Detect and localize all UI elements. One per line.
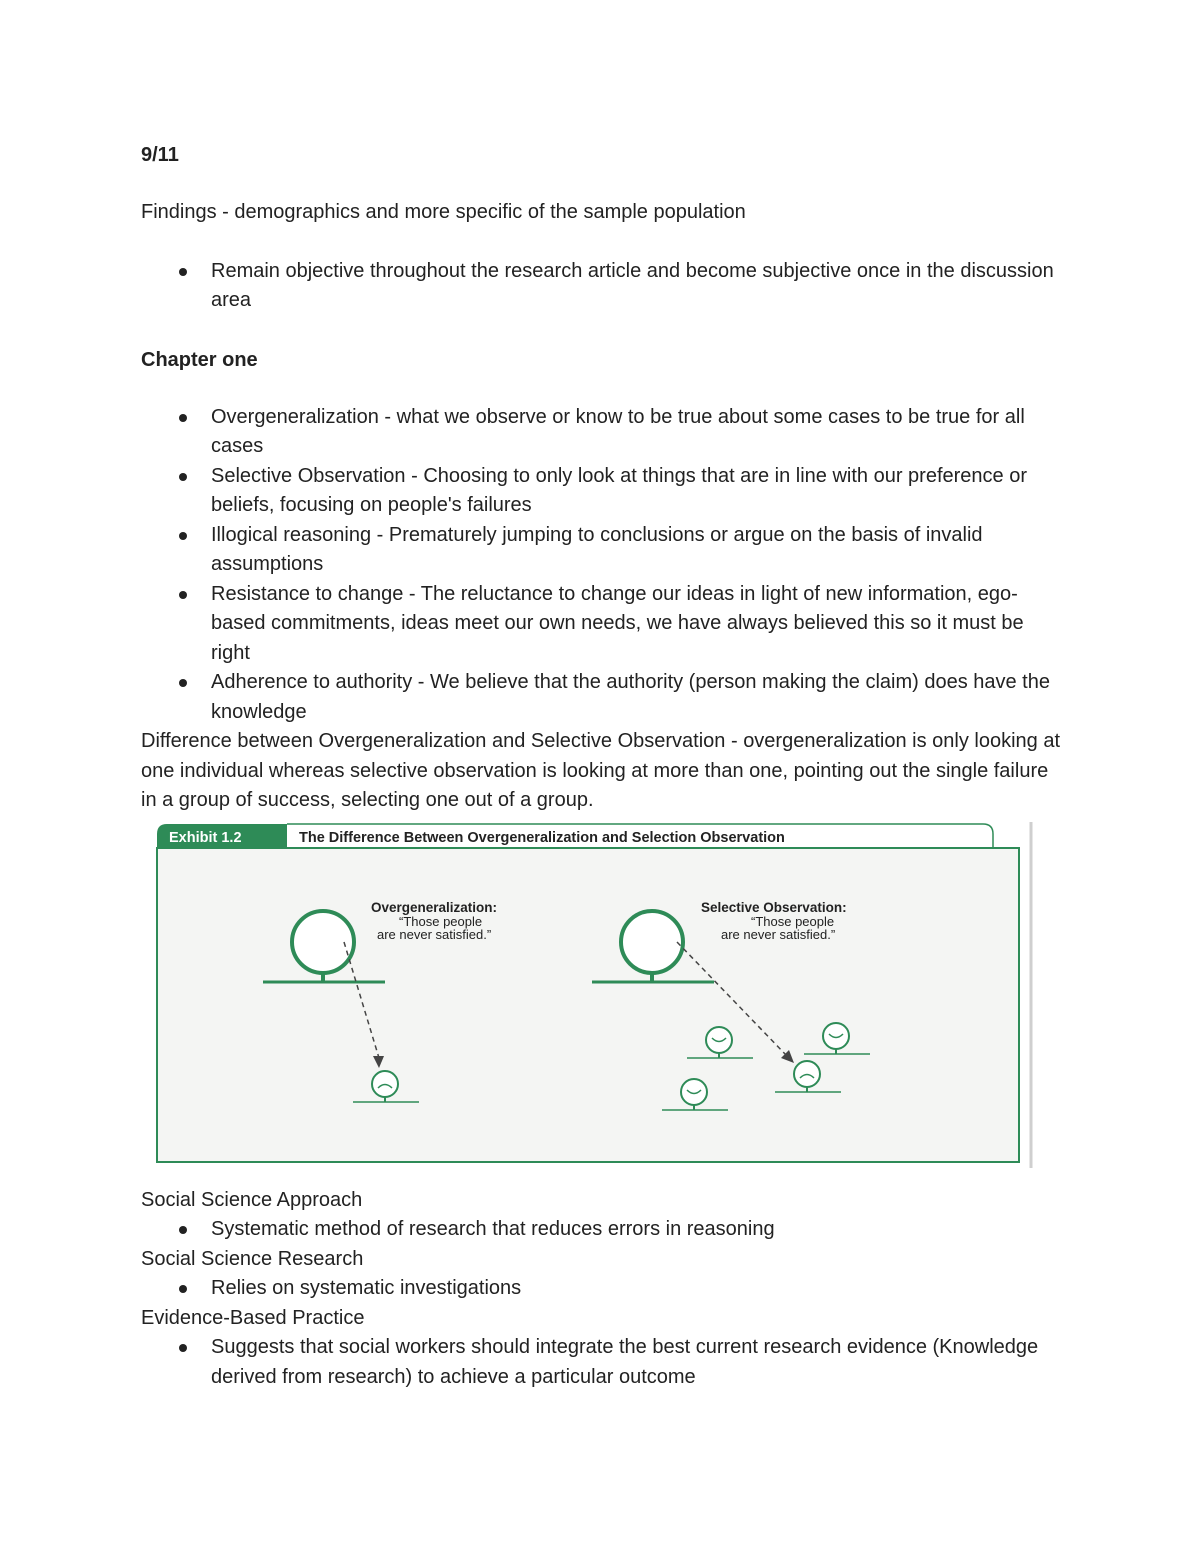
- difference-text: Difference between Overgeneralization and Selective Observation - overgeneralization is only looking at one individual whereas selective observation is looking at more than one, pointing out the single failure in a group of success, selecting one out of a group.: [141, 730, 1061, 811]
- section-social-science-research: [141, 1245, 1061, 1304]
- list-item: [141, 1274, 1061, 1304]
- right-quote-line-1: “Those people: [751, 913, 835, 929]
- bullet-icon: [179, 532, 187, 540]
- exhibit-tab-label: Exhibit 1.2: [169, 829, 242, 846]
- list-item-text: Selective Observation - Choosing to only look at things that are in line with our preference or beliefs, focusing on people's failures: [211, 464, 1027, 516]
- right-caption: Selective Observation:: [701, 899, 847, 915]
- bullet-icon: [179, 591, 187, 599]
- exhibit-title: The Difference Between Overgeneralization and Selection Observation: [299, 829, 785, 846]
- section-evidence-based-practice: [141, 1304, 1061, 1393]
- exhibit-figure: [141, 822, 1041, 1174]
- section-list: [141, 1215, 1061, 1245]
- list-item-text: Suggests that social workers should integrate the best current research evidence (Knowledge derived from research) to achieve a particular outcome: [211, 1336, 1039, 1388]
- exhibit-diagram: [141, 822, 1041, 1174]
- section-list: [141, 1333, 1061, 1392]
- bullet-icon: [179, 473, 187, 481]
- list-item-text: Systematic method of research that reduces errors in reasoning: [211, 1218, 775, 1240]
- left-quote-line-2: are never satisfied.”: [377, 926, 492, 942]
- list-item-text: Overgeneralization - what we observe or know to be true about some cases to be true for all cases: [211, 405, 1025, 457]
- list-item-text: Resistance to change - The reluctance to change our ideas in light of new information, ego-based commitments, ideas meet our own needs, we have always believed this so it must be right: [211, 582, 1024, 664]
- section-list: [141, 1274, 1061, 1304]
- list-item: [141, 1215, 1061, 1245]
- left-quote-line-1: “Those people: [399, 913, 483, 929]
- bullet-icon: [179, 679, 187, 687]
- chapter-list: [141, 403, 1061, 728]
- bullet-icon: [179, 414, 187, 422]
- list-item: [141, 257, 1061, 316]
- bullet-icon: [179, 1226, 187, 1234]
- section-social-science-approach: [141, 1186, 1061, 1245]
- left-caption: Overgeneralization:: [371, 899, 498, 915]
- exhibit-panel: [157, 848, 1019, 1162]
- date-heading: 9/11: [141, 144, 179, 166]
- bullet-icon: [179, 1344, 187, 1352]
- list-item: [141, 668, 1061, 727]
- section-heading: Evidence-Based Practice: [141, 1306, 365, 1329]
- list-item-text: Remain objective throughout the research article and become subjective once in the discussion area: [211, 259, 1054, 311]
- list-item: [141, 403, 1061, 462]
- list-item: [141, 521, 1061, 580]
- list-item: [141, 1333, 1061, 1392]
- findings-text: Findings - demographics and more specific of the sample population: [141, 201, 746, 223]
- chapter-heading: Chapter one: [141, 348, 258, 371]
- list-item-text: Adherence to authority - We believe that the authority (person making the claim) does have the knowledge: [211, 671, 1050, 723]
- bullet-icon: [179, 1285, 187, 1293]
- bullet-icon: [179, 268, 187, 276]
- section-heading: Social Science Approach: [141, 1188, 363, 1211]
- list-item-text: Relies on systematic investigations: [211, 1277, 522, 1299]
- right-quote-line-2: are never satisfied.”: [721, 926, 836, 942]
- findings-list: [141, 257, 1061, 316]
- list-item: [141, 462, 1061, 521]
- section-heading: Social Science Research: [141, 1247, 364, 1270]
- list-item: [141, 580, 1061, 669]
- list-item-text: Illogical reasoning - Prematurely jumping to conclusions or argue on the basis of invalid assumptions: [211, 523, 983, 575]
- document-page: [141, 140, 1061, 1392]
